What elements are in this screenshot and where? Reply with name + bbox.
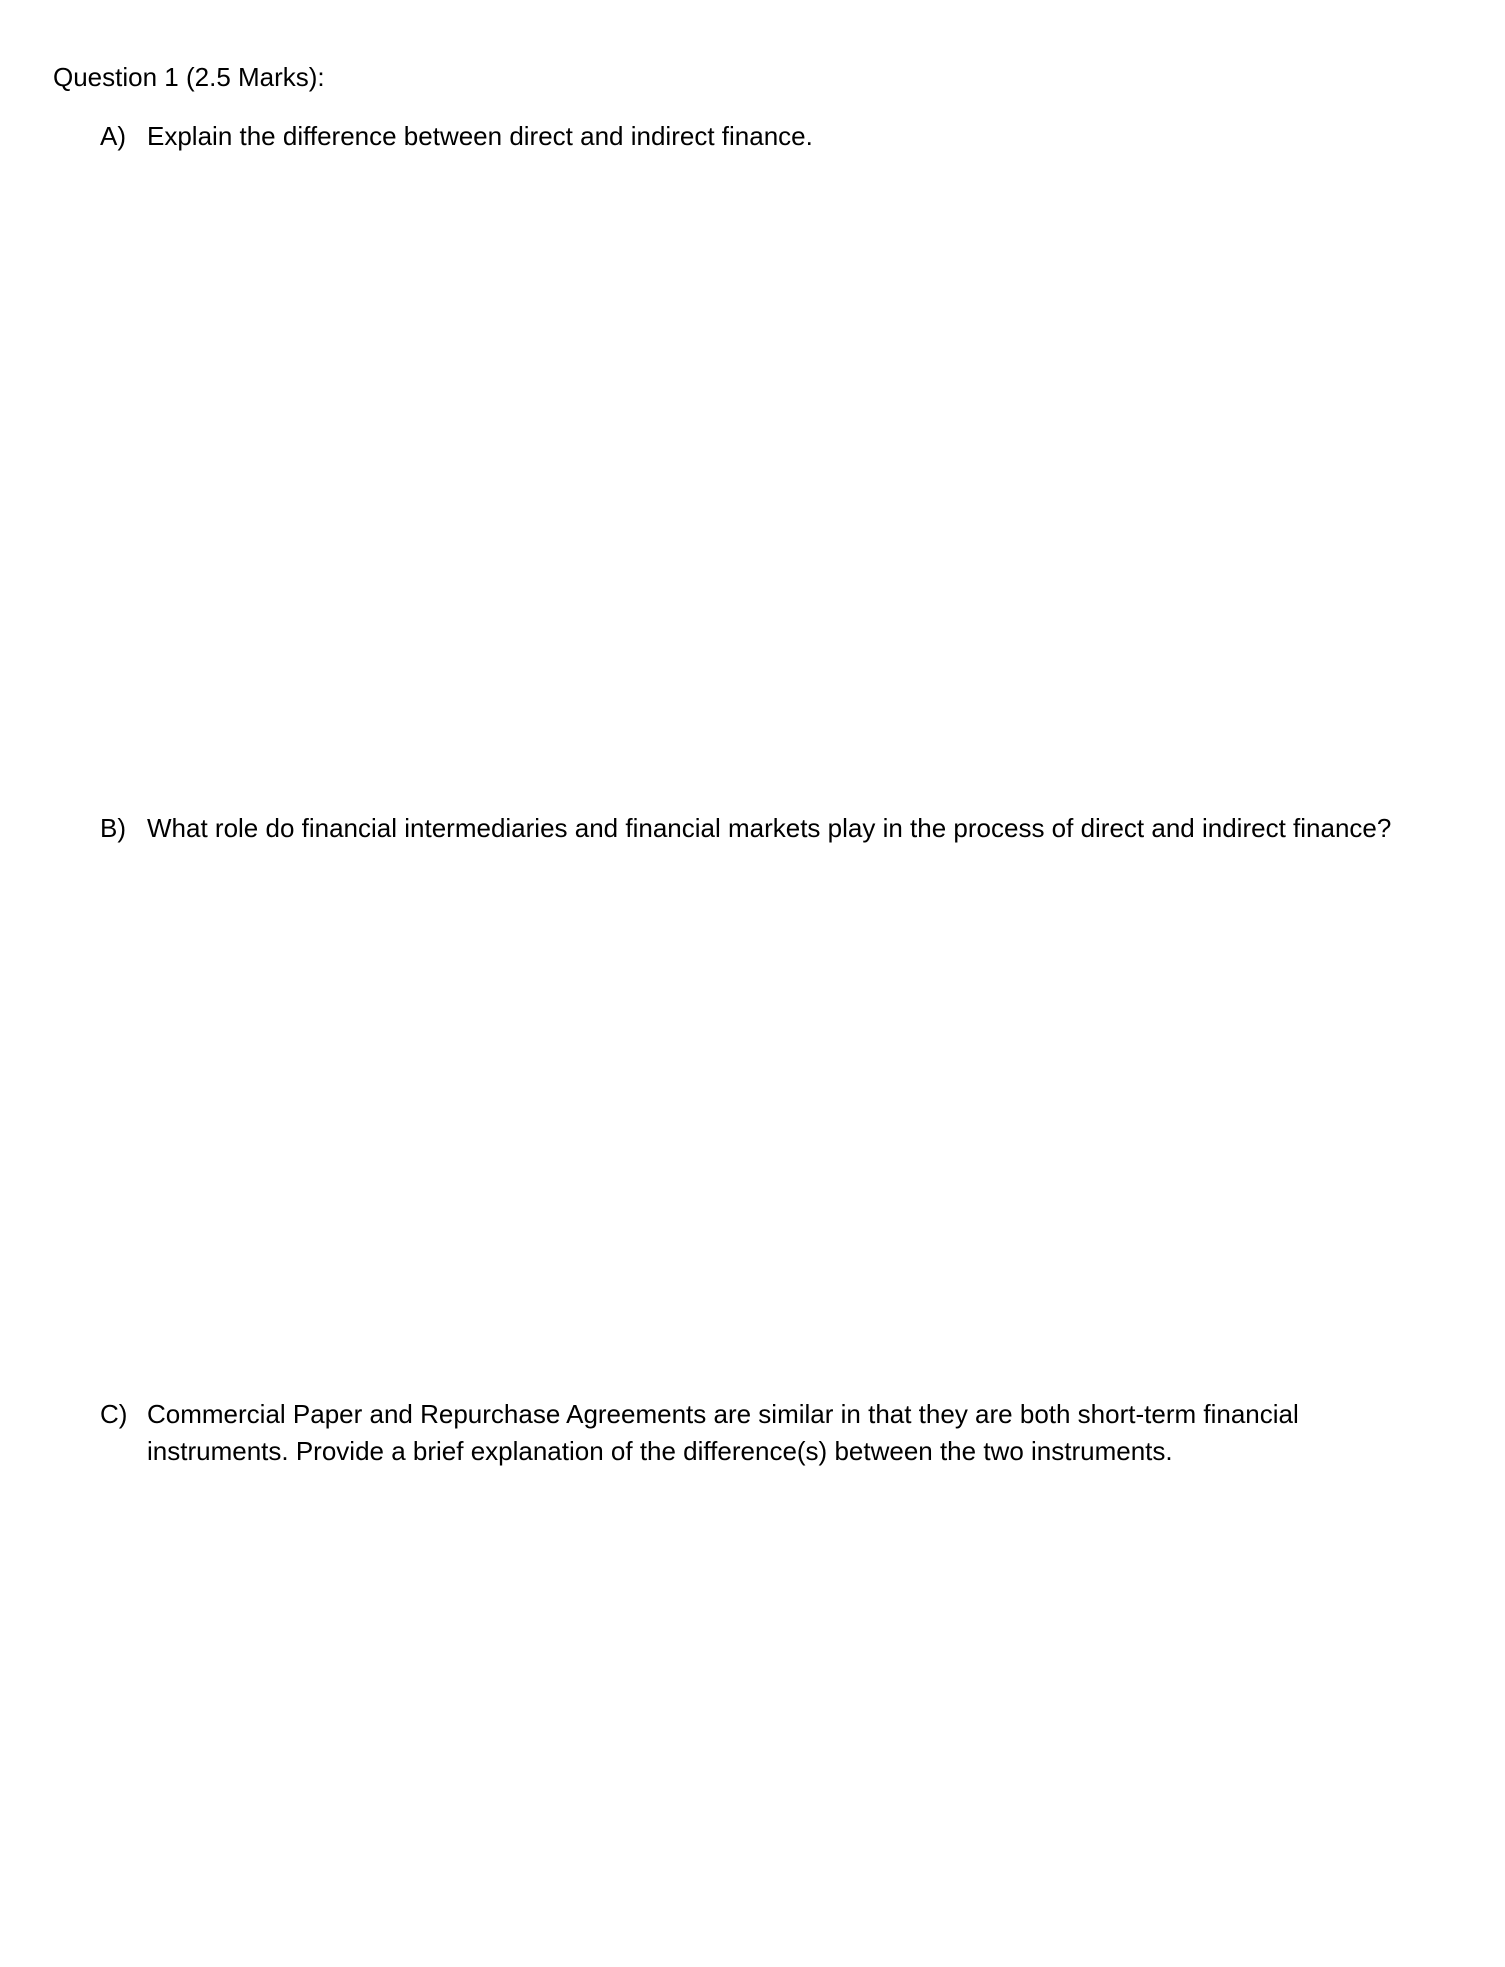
answer-space-c [100, 1490, 1400, 1930]
part-c-text: Commercial Paper and Repurchase Agreements are similar in that they are both short-term financial instruments. Provide a brief explanation of the difference(s) between the two instruments. [147, 1399, 1299, 1466]
answer-space-b [100, 862, 1400, 1362]
question-part-c [100, 1396, 1377, 1470]
question-part-b [100, 810, 1447, 847]
question-heading: Question 1 (2.5 Marks): [53, 62, 325, 92]
part-c-letter: C) [100, 1399, 128, 1429]
answer-space-a [100, 170, 1400, 780]
part-a-text: Explain the difference between direct and indirect finance. [147, 121, 813, 151]
part-a-letter: A) [100, 121, 126, 151]
part-b-text: What role do financial intermediaries and financial markets play in the process of direct and indirect finance? [147, 813, 1392, 843]
question-part-a [100, 118, 1447, 155]
part-b-letter: B) [100, 813, 126, 843]
